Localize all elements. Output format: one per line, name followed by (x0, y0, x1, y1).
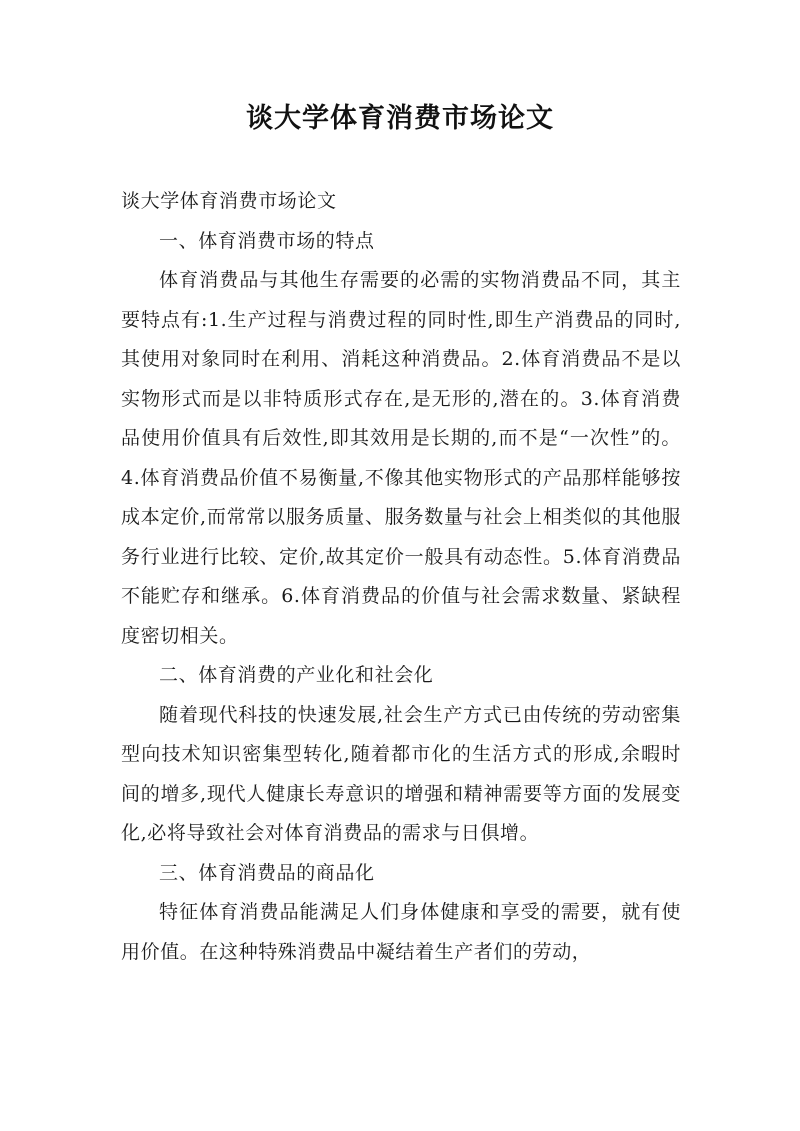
section-heading-2: 二、体育消费的产业化和社会化 (159, 664, 434, 686)
document-title: 谈大学体育消费市场论文 (246, 103, 554, 134)
section-paragraph-2: 随着现代科技的快速发展,社会生产方式已由传统的劳动密集型向技术知识密集型转化,随着都市化的生活方式的形成,余暇时间的增多,现代人健康长寿意识的增强和精神需要等方面的发展变化,必将导致社会对体育消费品的需求与日俱增。 (121, 703, 681, 844)
section-heading-3: 三、体育消费品的商品化 (159, 861, 375, 884)
section-paragraph-1: 体育消费品与其他生存需要的必需的实物消费品不同，其主要特点有:1.生产过程与消费过程的同时性,即生产消费品的同时,其使用对象同时在利用、消耗这种消费品。2.体育消费品不是以实物形式而是以非特质形式存在,是无形的,潜在的。3.体育消费品使用价值具有后效性,即其效用是长期的,而不是“一次性”的。4.体育消费品价值不易衡量,不像其他实物形式的产品那样能够按成本定价,而常常以服务质量、服务数量与社会上相类似的其他服务行业进行比较、定价,故其定价一般具有动态性。5.体育消费品不能贮存和继承。6.体育消费品的价值与社会需求数量、紧缺程度密切相关。 (121, 269, 681, 647)
document-subtitle: 谈大学体育消费市场论文 (121, 190, 337, 212)
document-body (121, 182, 681, 972)
section-paragraph-3: 特征体育消费品能满足人们身体健康和享受的需要，就有使用价值。在这种特殊消费品中凝结着生产者们的劳动， (121, 901, 681, 963)
section-heading-1: 一、体育消费市场的特点 (159, 229, 375, 252)
